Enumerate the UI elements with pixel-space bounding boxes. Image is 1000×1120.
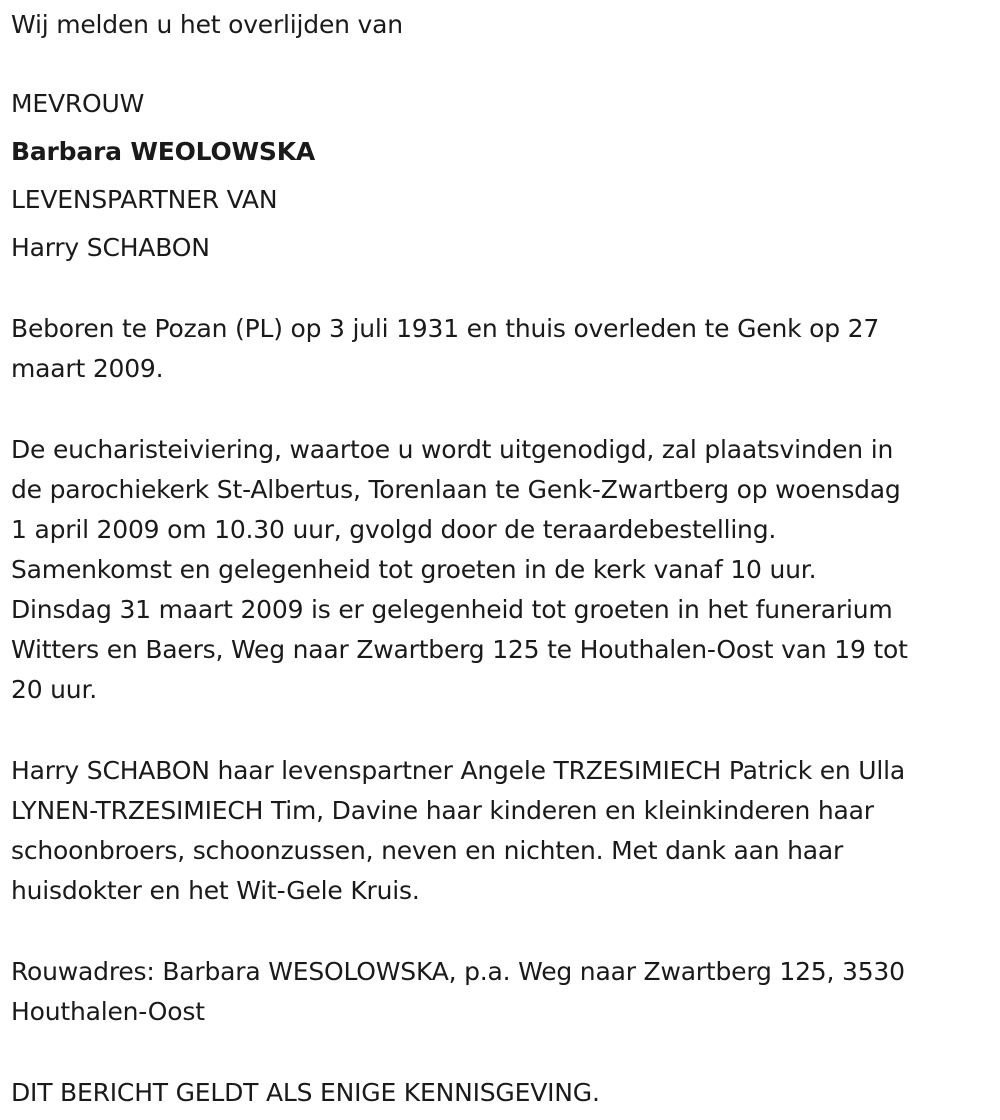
paragraph-line: 20 uur. bbox=[11, 675, 97, 704]
paragraph-line: de parochiekerk St-Albertus, Torenlaan te Genk-Zwartberg op woensdag bbox=[11, 475, 901, 504]
deceased-name: Barbara WEOLOWSKA bbox=[11, 137, 316, 166]
paragraph-line: Witters en Baers, Weg naar Zwartberg 125 te Houthalen-Oost van 19 tot bbox=[11, 635, 908, 664]
closing-line: DIT BERICHT GELDT ALS ENIGE KENNISGEVING. bbox=[11, 1078, 600, 1107]
paragraph-line: LYNEN-TRZESIMIECH Tim, Davine haar kinderen en kleinkinderen haar bbox=[11, 796, 874, 825]
paragraph-line: Beboren te Pozan (PL) op 3 juli 1931 en thuis overleden te Genk op 27 bbox=[11, 314, 880, 343]
birth-death-paragraph bbox=[11, 309, 986, 389]
paragraph-line: De eucharisteiviering, waartoe u wordt uitgenodigd, zal plaatsvinden in bbox=[11, 435, 894, 464]
paragraph-line: Samenkomst en gelegenheid tot groeten in de kerk vanaf 10 uur. bbox=[11, 555, 817, 584]
partner-name: Harry SCHABON bbox=[11, 233, 210, 262]
paragraph-line: Dinsdag 31 maart 2009 is er gelegenheid tot groeten in het funerarium bbox=[11, 595, 893, 624]
family-paragraph bbox=[11, 751, 986, 911]
intro-line: Wij melden u het overlijden van bbox=[11, 10, 403, 39]
title-line: MEVROUW bbox=[11, 89, 145, 118]
paragraph-line: maart 2009. bbox=[11, 354, 164, 383]
paragraph-line: Houthalen-Oost bbox=[11, 997, 205, 1026]
paragraph-line: 1 april 2009 om 10.30 uur, gvolgd door de teraardebestelling. bbox=[11, 515, 777, 544]
ceremony-paragraph bbox=[11, 430, 986, 710]
closing-paragraph bbox=[11, 1073, 986, 1113]
death-notice bbox=[11, 0, 986, 1113]
paragraph-line: schoonbroers, schoonzussen, neven en nichten. Met dank aan haar bbox=[11, 836, 844, 865]
paragraph-line: huisdokter en het Wit-Gele Kruis. bbox=[11, 876, 420, 905]
relation-line: LEVENSPARTNER VAN bbox=[11, 185, 278, 214]
paragraph-line: Harry SCHABON haar levenspartner Angele TRZESIMIECH Patrick en Ulla bbox=[11, 756, 906, 785]
address-paragraph bbox=[11, 952, 986, 1032]
paragraph-line: Rouwadres: Barbara WESOLOWSKA, p.a. Weg naar Zwartberg 125, 3530 bbox=[11, 957, 905, 986]
